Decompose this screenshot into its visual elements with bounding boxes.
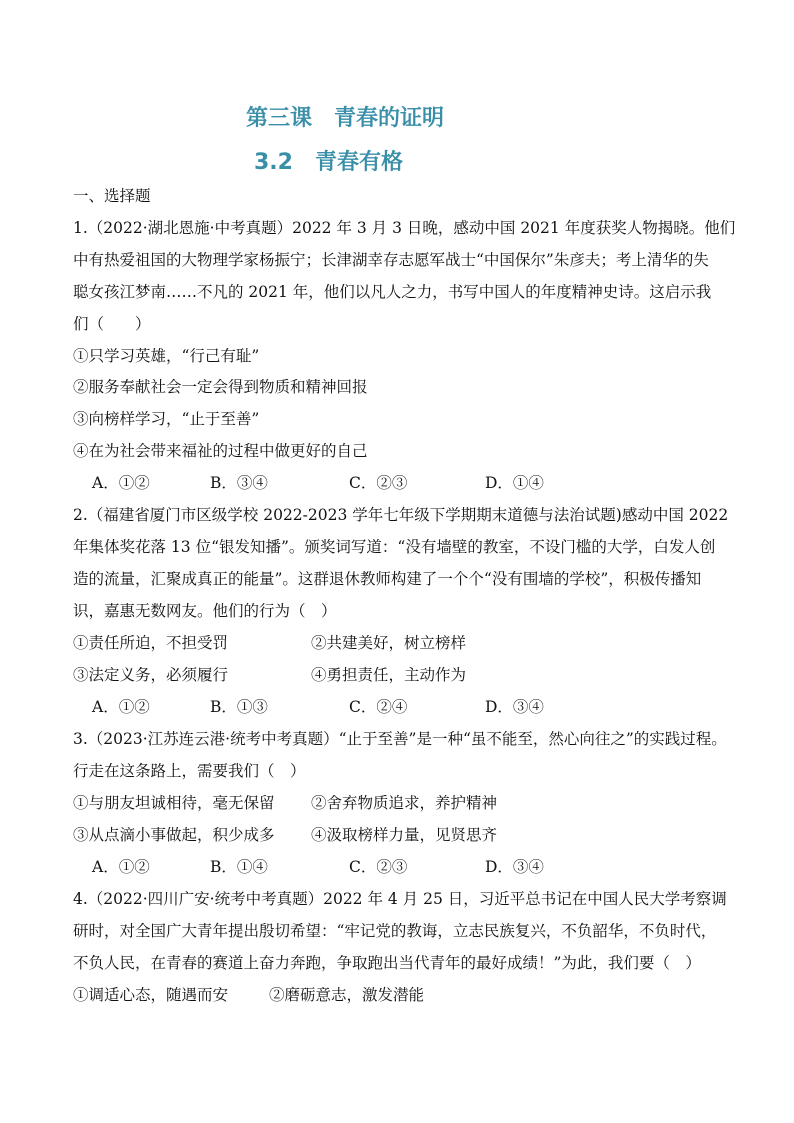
lesson-title: 第三课 青春的证明	[246, 106, 445, 131]
q2-option: ③法定义务，必须履行	[73, 666, 229, 684]
choice-c: C．②④	[349, 698, 408, 716]
q2-option: ②共建美好，树立榜样	[311, 634, 467, 652]
choice-b: B．③④	[210, 474, 268, 492]
choice-d: D．①④	[485, 474, 544, 492]
q1-stem-line: 聪女孩江梦南……不凡的 2021 年，他们以凡人之力，书写中国人的年度精神史诗。这启示我	[73, 283, 712, 301]
q2-stem-line: 2.（福建省厦门市区级学校 2022-2023 学年七年级下学期期末道德与法治试题)感动中国 2022	[73, 506, 729, 524]
q2-stem-line: 年集体奖花落 13 位“银发知播”。颁奖词写道：“没有墙壁的教室，不设门槛的大学，白发人创	[73, 538, 716, 556]
q3-stem-line: 行走在这条路上，需要我们（ ）	[73, 762, 306, 780]
choice-a: A．①②	[92, 698, 150, 716]
choice-d: D．③④	[485, 858, 544, 876]
lesson-subtitle: 3.2 青春有格	[254, 150, 403, 175]
q2-option: ①责任所迫，不担受罚	[73, 634, 229, 652]
q1-stem-line: 们（ ）	[73, 315, 151, 333]
choice-b: B．①④	[210, 858, 268, 876]
q4-stem-line: 研时，对全国广大青年提出殷切希望：“牢记党的教诲，立志民族复兴，不负韶华，不负时代，	[73, 922, 717, 940]
q4-stem-line: 4.（2022·四川广安·统考中考真题）2022 年 4 月 25 日，习近平总书记在中国人民大学考察调	[73, 890, 727, 908]
q3-option: ②舍弃物质追求，养护精神	[311, 794, 498, 812]
q3-option: ④汲取榜样力量，见贤思齐	[311, 826, 498, 844]
q2-option: ④勇担责任，主动作为	[311, 666, 467, 684]
q1-option: ②服务奉献社会一定会得到物质和精神回报	[73, 378, 368, 396]
q3-stem-line: 3.（2023·江苏连云港·统考中考真题）“止于至善”是一种“虽不能至，然心向往之”的实践过程。	[73, 730, 727, 748]
choice-a: A．①②	[92, 474, 150, 492]
q4-option: ②磨砺意志，激发潜能	[269, 986, 425, 1004]
choice-a: A．①②	[92, 858, 150, 876]
choice-c: C．②③	[349, 474, 408, 492]
q2-stem-line: 识，嘉惠无数网友。他们的行为（ ）	[73, 602, 337, 620]
q3-option: ③从点滴小事做起，积少成多	[73, 826, 275, 844]
q4-stem-line: 不负人民，在青春的赛道上奋力奔跑，争取跑出当代青年的最好成绩！”为此，我们要（ ）	[73, 954, 701, 972]
q1-option: ③向榜样学习，“止于至善”	[73, 410, 260, 428]
choice-d: D．③④	[485, 698, 544, 716]
section-heading: 一、选择题	[73, 187, 151, 205]
q2-stem-line: 造的流量，汇聚成真正的能量”。这群退休教师构建了一个个“没有围墙的学校”，积极传播知	[73, 570, 702, 588]
q1-option: ①只学习英雄，“行己有耻”	[73, 347, 260, 365]
q4-option: ①调适心态，随遇而安	[73, 986, 229, 1004]
q1-stem-line: 中有热爱祖国的大物理学家杨振宁；长津湖幸存志愿军战士“中国保尔”朱彦夫；考上清华的失	[73, 251, 709, 269]
choice-b: B．①③	[210, 698, 268, 716]
q1-stem-line: 1.（2022·湖北恩施·中考真题）2022 年 3 月 3 日晚，感动中国 2021 年度获奖人物揭晓。他们	[73, 219, 736, 237]
choice-c: C．②③	[349, 858, 408, 876]
q3-option: ①与朋友坦诚相待，毫无保留	[73, 794, 275, 812]
q1-option: ④在为社会带来福祉的过程中做更好的自己	[73, 442, 368, 460]
